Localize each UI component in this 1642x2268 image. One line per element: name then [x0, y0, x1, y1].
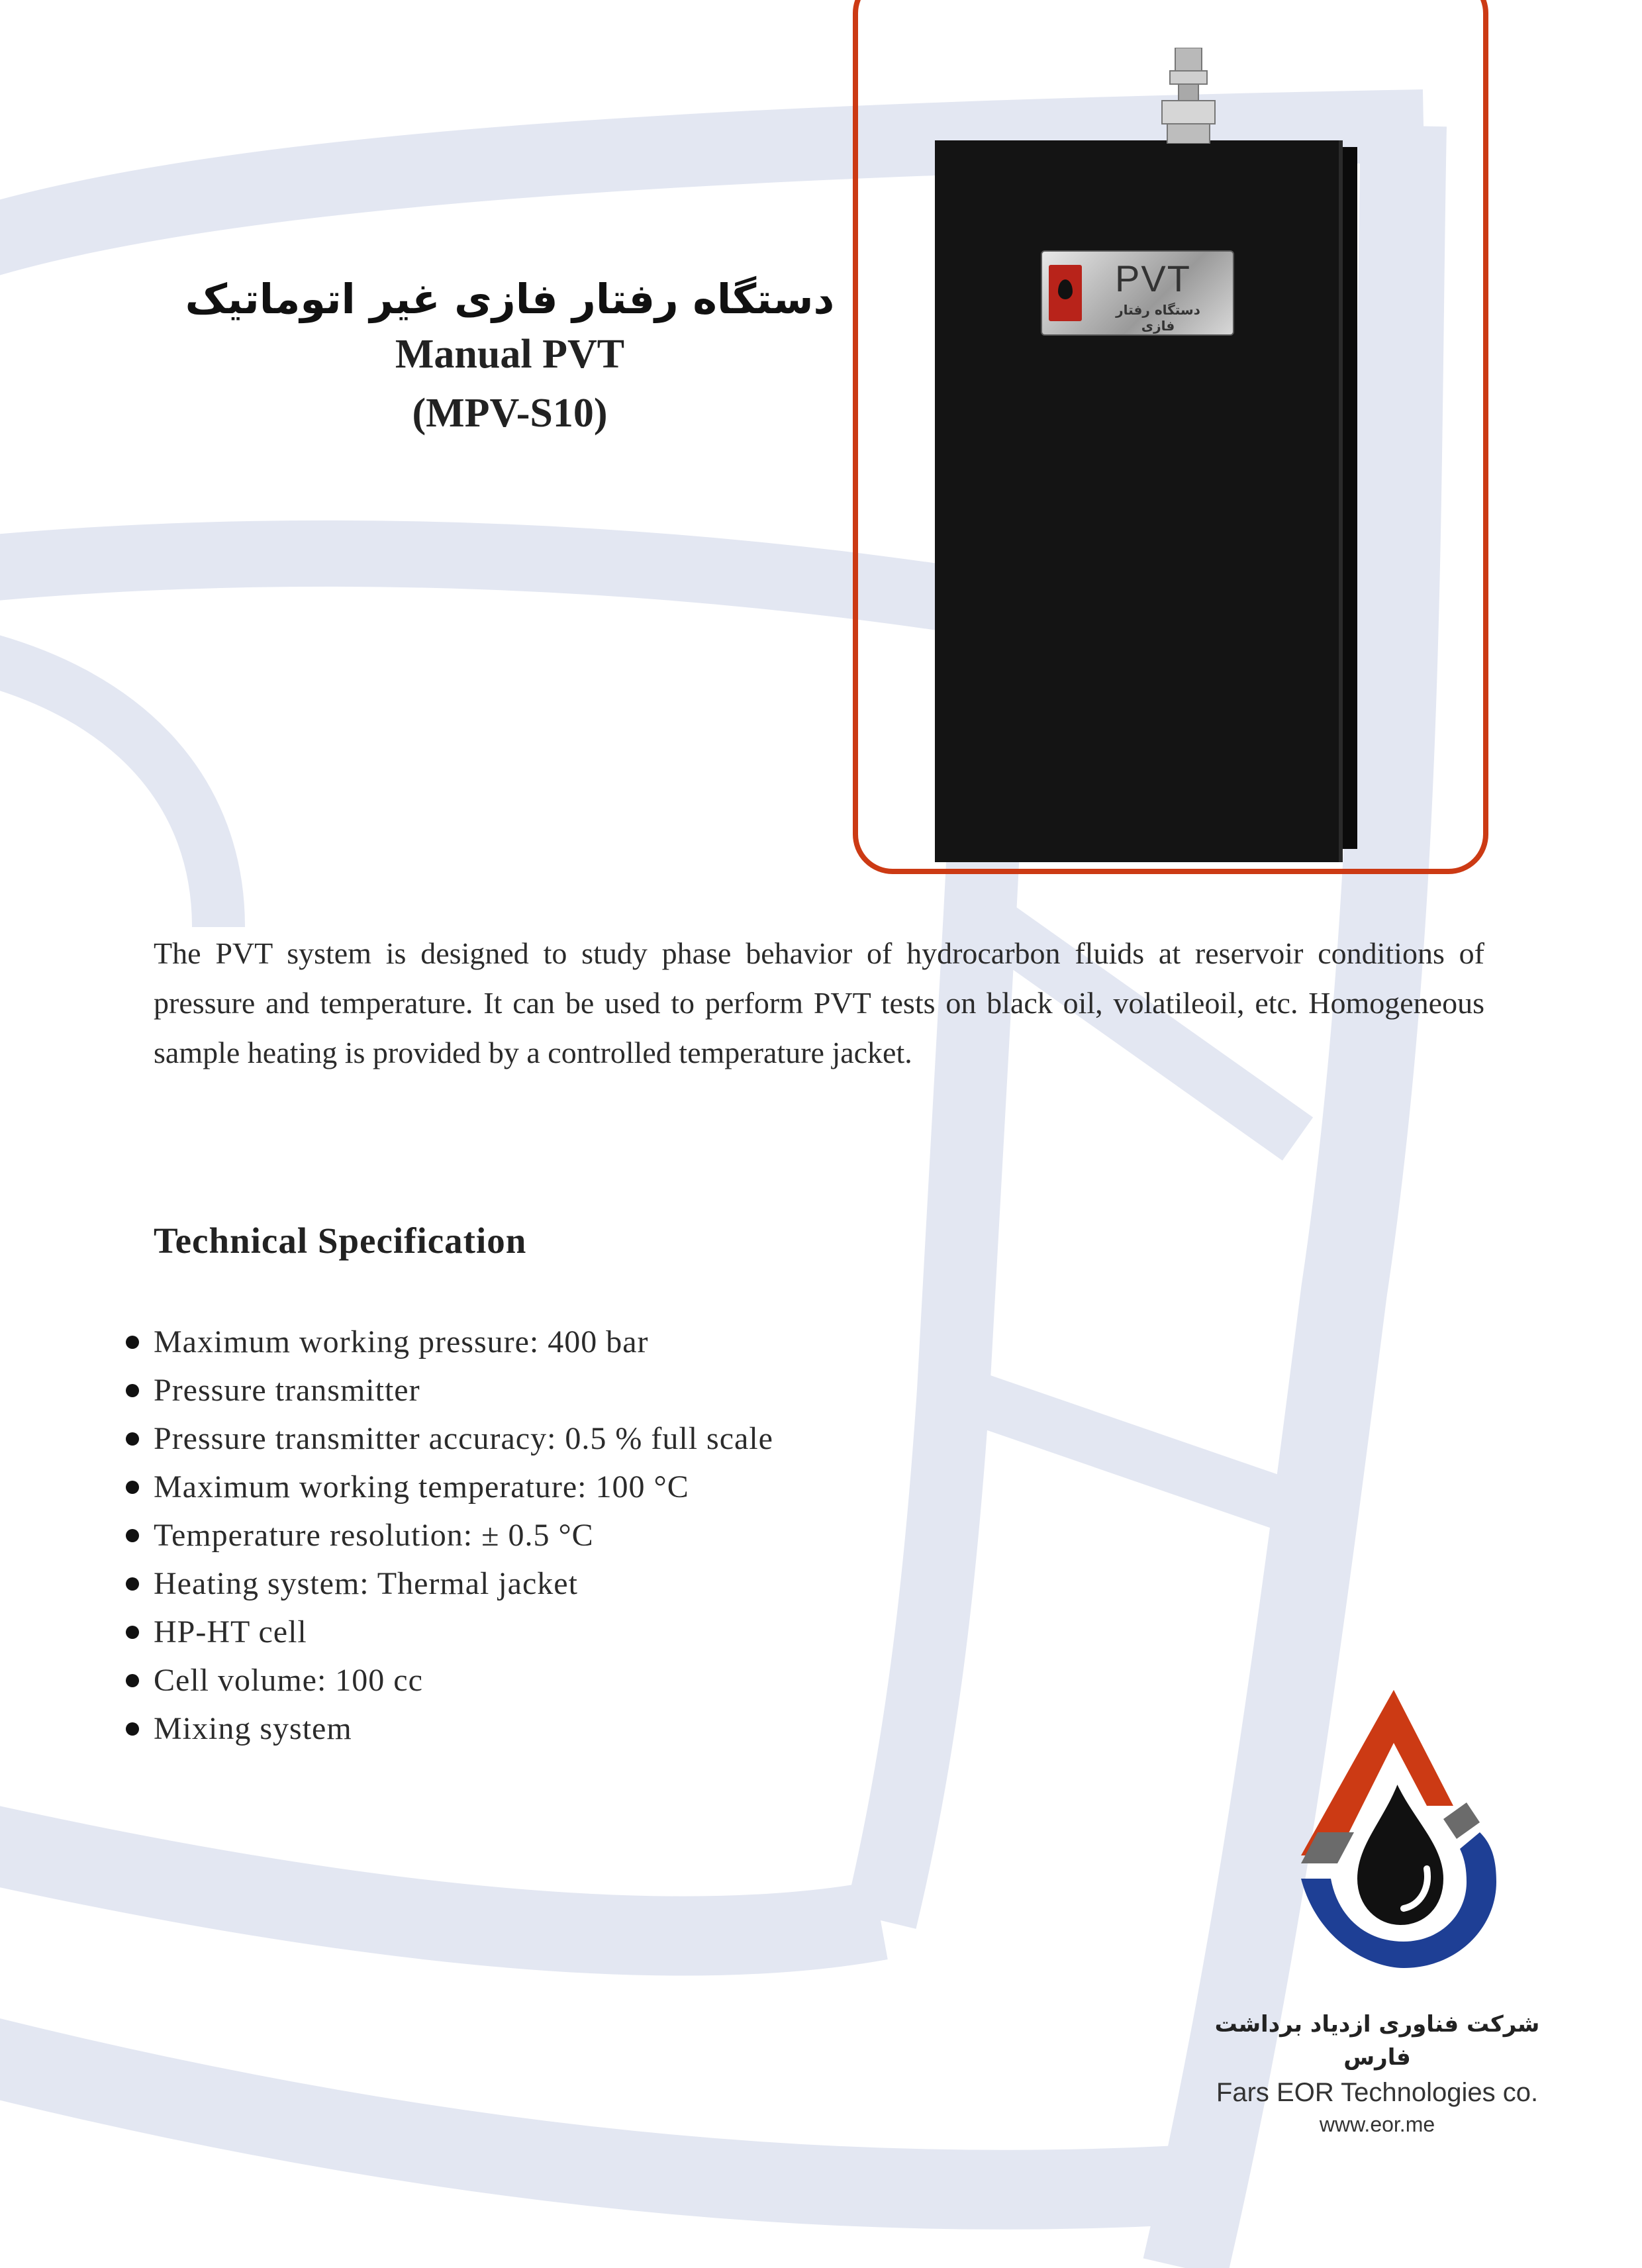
product-model-code: (MPV-S10)	[412, 390, 608, 436]
spec-item-text: Pressure transmitter accuracy: 0.5 % full scale	[154, 1421, 773, 1456]
pressure-fitting-icon	[1155, 48, 1222, 144]
product-description: The PVT system is designed to study phase behavior of hydrocarbon fluids at reservoir conditions of pressure and temperature. It can be used to perform PVT tests on black oil, volatileoil, etc. Homogeneous sample heating is provided by a controlled temperature jacket.	[154, 936, 1484, 1069]
product-title-english: Manual PVT	[395, 332, 625, 377]
spec-item	[126, 1608, 773, 1656]
spec-item-text: HP-HT cell	[154, 1614, 307, 1650]
spec-item-text: Pressure transmitter	[154, 1373, 420, 1408]
spec-item	[126, 1463, 773, 1511]
company-name-english: Fars EOR Technologies co.	[1216, 2078, 1539, 2107]
spec-item-text: Cell volume: 100 cc	[154, 1663, 423, 1698]
company-logo-icon	[1291, 1690, 1500, 1981]
nameplate-logo-icon	[1049, 265, 1082, 321]
spec-item-text: Mixing system	[154, 1711, 352, 1746]
product-title-block	[172, 275, 847, 440]
product-title-persian: دستگاه رفتار فازی غیر اتوماتیک	[185, 275, 835, 323]
spec-item-text: Temperature resolution: ± 0.5 °C	[154, 1518, 594, 1553]
spec-list	[126, 1318, 773, 1753]
spec-item	[126, 1366, 773, 1414]
bullet-icon	[126, 1577, 139, 1591]
bullet-icon	[126, 1481, 139, 1494]
spec-item	[126, 1511, 773, 1559]
bullet-icon	[126, 1529, 139, 1542]
spec-item	[126, 1318, 773, 1366]
company-name-persian: شرکت فناوری ازدیاد برداشت فارس	[1214, 2011, 1540, 2071]
company-info	[1179, 2008, 1576, 2138]
spec-item	[126, 1414, 773, 1463]
pvt-device-photo	[935, 140, 1339, 862]
bullet-icon	[126, 1674, 139, 1687]
spec-item	[126, 1559, 773, 1608]
bullet-icon	[126, 1626, 139, 1639]
nameplate-title: PVT	[1115, 258, 1191, 299]
spec-heading: Technical Specification	[154, 1220, 527, 1261]
spec-item	[126, 1656, 773, 1704]
bullet-icon	[126, 1432, 139, 1446]
spec-item-text: Heating system: Thermal jacket	[154, 1566, 578, 1601]
spec-item-text: Maximum working pressure: 400 bar	[154, 1324, 649, 1359]
device-nameplate	[1041, 250, 1234, 336]
spec-item-text: Maximum working temperature: 100 °C	[154, 1469, 689, 1504]
spec-item	[126, 1704, 773, 1753]
nameplate-subtitle: دستگاه رفتار فازی	[1116, 302, 1200, 334]
bullet-icon	[126, 1336, 139, 1349]
device-side-panel	[1336, 147, 1357, 849]
company-website: www.eor.me	[1319, 2112, 1435, 2136]
bullet-icon	[126, 1722, 139, 1736]
bullet-icon	[126, 1384, 139, 1397]
